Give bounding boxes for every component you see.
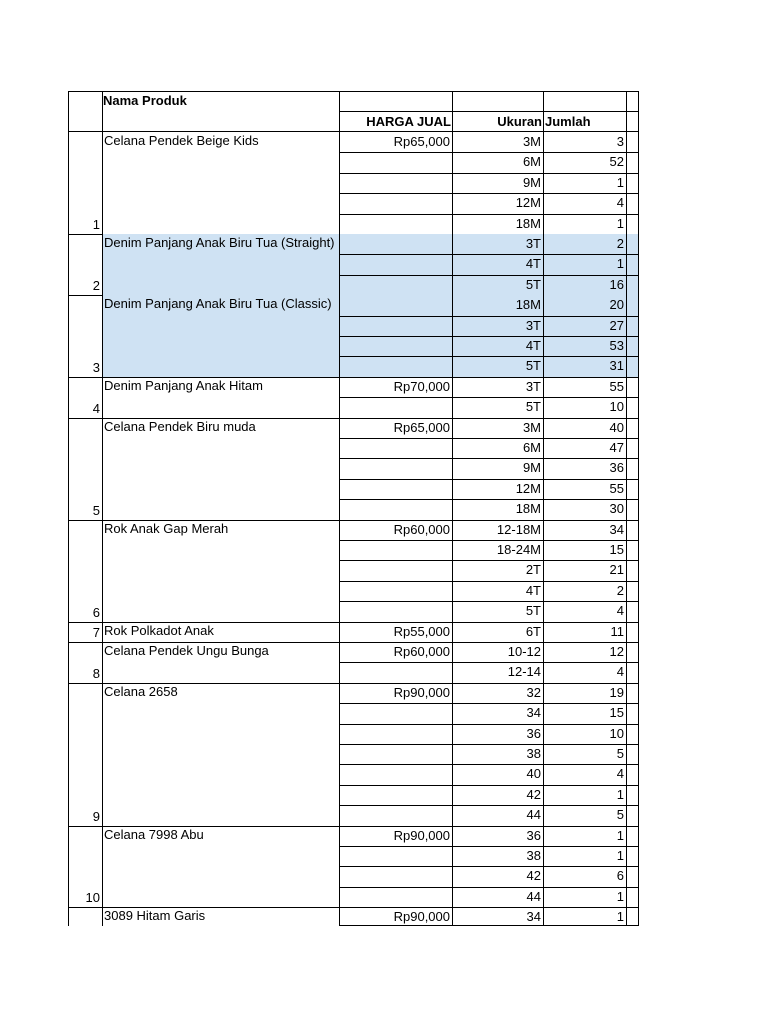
quantity-cell: 27 [609, 317, 624, 333]
header-harga-jual: HARGA JUAL [366, 114, 451, 129]
grid-line [339, 805, 639, 806]
size-cell: 3T [525, 236, 541, 251]
size-cell: 12M [515, 195, 541, 211]
grid-line [339, 173, 639, 174]
product-price: Rp65,000 [393, 134, 450, 149]
grid-line [339, 499, 639, 500]
quantity-cell: 10 [609, 399, 624, 415]
size-cell: 5T [525, 358, 541, 374]
product-name: Rok Polkadot Anak [104, 622, 214, 638]
product-name: Celana 7998 Abu [104, 826, 204, 842]
size-cell: 6M [522, 154, 541, 170]
grid-line [339, 438, 639, 439]
quantity-cell: 12 [609, 644, 624, 659]
header-ukuran: Ukuran [497, 114, 542, 129]
product-number: 3 [92, 359, 100, 375]
size-cell: 40 [526, 766, 541, 782]
grid-line [339, 356, 639, 357]
product-price: Rp70,000 [393, 378, 450, 394]
size-cell: 4T [525, 256, 541, 272]
grid-line [339, 744, 639, 745]
size-cell: 3T [525, 317, 541, 333]
size-cell: 4T [525, 338, 541, 353]
quantity-cell: 55 [609, 378, 624, 394]
size-cell: 18M [515, 501, 541, 517]
size-cell: 10-12 [507, 644, 541, 659]
quantity-cell: 2 [616, 582, 624, 598]
size-cell: 3M [522, 134, 541, 149]
grid-line [339, 275, 639, 276]
product-price [339, 297, 451, 314]
size-cell: 34 [526, 705, 541, 721]
quantity-cell: 1 [616, 848, 624, 863]
quantity-cell: 6 [616, 868, 624, 884]
quantity-cell: 40 [609, 419, 624, 435]
product-price: Rp90,000 [393, 909, 450, 925]
quantity-cell: 30 [609, 501, 624, 517]
grid-line [339, 111, 639, 112]
grid-line [339, 703, 639, 704]
product-name: Denim Panjang Anak Hitam [104, 377, 263, 393]
product-price: Rp55,000 [393, 623, 450, 639]
grid-line [339, 662, 639, 663]
grid-line [339, 925, 639, 926]
product-name: Celana Pendek Ungu Bunga [104, 643, 269, 658]
grid-line [339, 601, 639, 602]
product-number: 2 [92, 278, 100, 294]
grid-line [339, 846, 639, 847]
product-price: Rp60,000 [393, 644, 450, 659]
quantity-cell: 3 [616, 134, 624, 149]
grid-line [339, 724, 639, 725]
grid-line [452, 91, 453, 926]
size-cell: 2T [525, 562, 541, 578]
size-cell: 5T [525, 603, 541, 619]
product-price: Rp90,000 [393, 827, 450, 843]
product-number: 1 [92, 217, 100, 232]
size-cell: 9M [522, 174, 541, 190]
quantity-cell: 15 [609, 542, 624, 557]
quantity-cell: 1 [616, 827, 624, 843]
size-cell: 42 [526, 786, 541, 802]
quantity-cell: 53 [609, 338, 624, 353]
quantity-cell: 55 [609, 480, 624, 496]
product-name: Celana Pendek Biru muda [104, 418, 256, 434]
size-cell: 32 [526, 684, 541, 700]
size-cell: 12M [515, 480, 541, 496]
size-cell: 36 [526, 827, 541, 843]
size-cell: 3M [522, 419, 541, 435]
product-price: Rp60,000 [393, 521, 450, 537]
product-number: 10 [85, 890, 100, 906]
quantity-cell: 36 [609, 460, 624, 476]
product-name: Rok Anak Gap Merah [104, 520, 229, 536]
product-number: 9 [92, 808, 100, 824]
quantity-cell: 34 [609, 521, 624, 537]
grid-line [543, 91, 544, 926]
size-cell: 44 [526, 807, 541, 823]
grid-line [339, 866, 639, 867]
size-cell: 18-24M [496, 542, 541, 557]
grid-line [68, 131, 639, 132]
product-price [339, 236, 451, 253]
product-number: 4 [92, 400, 100, 416]
quantity-cell: 4 [616, 195, 624, 211]
grid-line [339, 193, 639, 194]
quantity-cell: 10 [609, 725, 624, 741]
grid-line [339, 254, 639, 255]
grid-line [68, 91, 69, 926]
grid-line [339, 336, 639, 337]
size-cell: 12-18M [496, 521, 541, 537]
product-number: 8 [92, 665, 100, 681]
grid-line [339, 458, 639, 459]
quantity-cell: 5 [616, 807, 624, 823]
product-name: Denim Panjang Anak Biru Tua (Classic) [104, 296, 332, 312]
product-name: 3089 Hitam Garis [104, 908, 206, 924]
size-cell: 4T [525, 582, 541, 598]
grid-line [339, 152, 639, 153]
size-cell: 42 [526, 868, 541, 884]
quantity-cell: 47 [609, 440, 624, 455]
quantity-cell: 19 [609, 684, 624, 700]
quantity-cell: 20 [609, 297, 624, 313]
size-cell: 44 [526, 888, 541, 904]
size-cell: 9M [522, 460, 541, 476]
size-cell: 18M [515, 297, 541, 313]
grid-line [339, 214, 639, 215]
grid-line [339, 316, 639, 317]
grid-line [339, 91, 340, 926]
product-name: Celana 2658 [104, 683, 178, 699]
product-name: Celana Pendek Beige Kids [104, 133, 259, 148]
size-cell: 36 [526, 725, 541, 741]
header-nama-produk: Nama Produk [103, 93, 187, 108]
quantity-cell: 11 [610, 623, 624, 639]
grid-line [339, 560, 639, 561]
size-cell: 18M [515, 215, 541, 231]
grid-line [339, 764, 639, 765]
size-cell: 12-14 [507, 664, 541, 680]
quantity-cell: 4 [616, 603, 624, 619]
size-cell: 6T [525, 623, 541, 639]
grid-line [339, 479, 639, 480]
grid-line [339, 887, 639, 888]
size-cell: 5T [525, 399, 541, 415]
quantity-cell: 1 [616, 909, 624, 925]
product-price: Rp90,000 [393, 684, 450, 700]
grid-line [638, 91, 639, 926]
product-price: Rp65,000 [393, 419, 450, 435]
quantity-cell: 15 [609, 705, 624, 721]
product-number [68, 911, 101, 928]
quantity-cell: 1 [616, 256, 624, 272]
size-cell: 5T [525, 276, 541, 292]
grid-line [339, 581, 639, 582]
quantity-cell: 16 [609, 276, 624, 292]
product-number: 6 [92, 604, 100, 620]
quantity-cell: 1 [616, 215, 624, 231]
size-cell: 34 [526, 909, 541, 925]
quantity-cell: 52 [609, 154, 624, 170]
quantity-cell: 4 [616, 664, 624, 680]
grid-line [68, 91, 639, 92]
quantity-cell: 21 [609, 562, 624, 578]
quantity-cell: 1 [616, 174, 624, 190]
quantity-cell: 4 [616, 766, 624, 782]
size-cell: 3T [525, 378, 541, 394]
grid-line [339, 540, 639, 541]
product-number: 7 [92, 625, 100, 640]
product-name: Denim Panjang Anak Biru Tua (Straight) [104, 235, 335, 250]
grid-line [102, 91, 103, 926]
size-cell: 38 [526, 848, 541, 863]
product-number: 5 [92, 502, 100, 518]
quantity-cell: 1 [616, 888, 624, 904]
quantity-cell: 1 [616, 786, 624, 802]
header-jumlah: Jumlah [545, 114, 591, 129]
grid-line [626, 91, 627, 926]
quantity-cell: 31 [609, 358, 624, 374]
quantity-cell: 2 [616, 236, 624, 251]
grid-line [339, 785, 639, 786]
size-cell: 38 [526, 746, 541, 761]
grid-line [339, 397, 639, 398]
size-cell: 6M [522, 440, 541, 455]
quantity-cell: 5 [616, 746, 624, 761]
